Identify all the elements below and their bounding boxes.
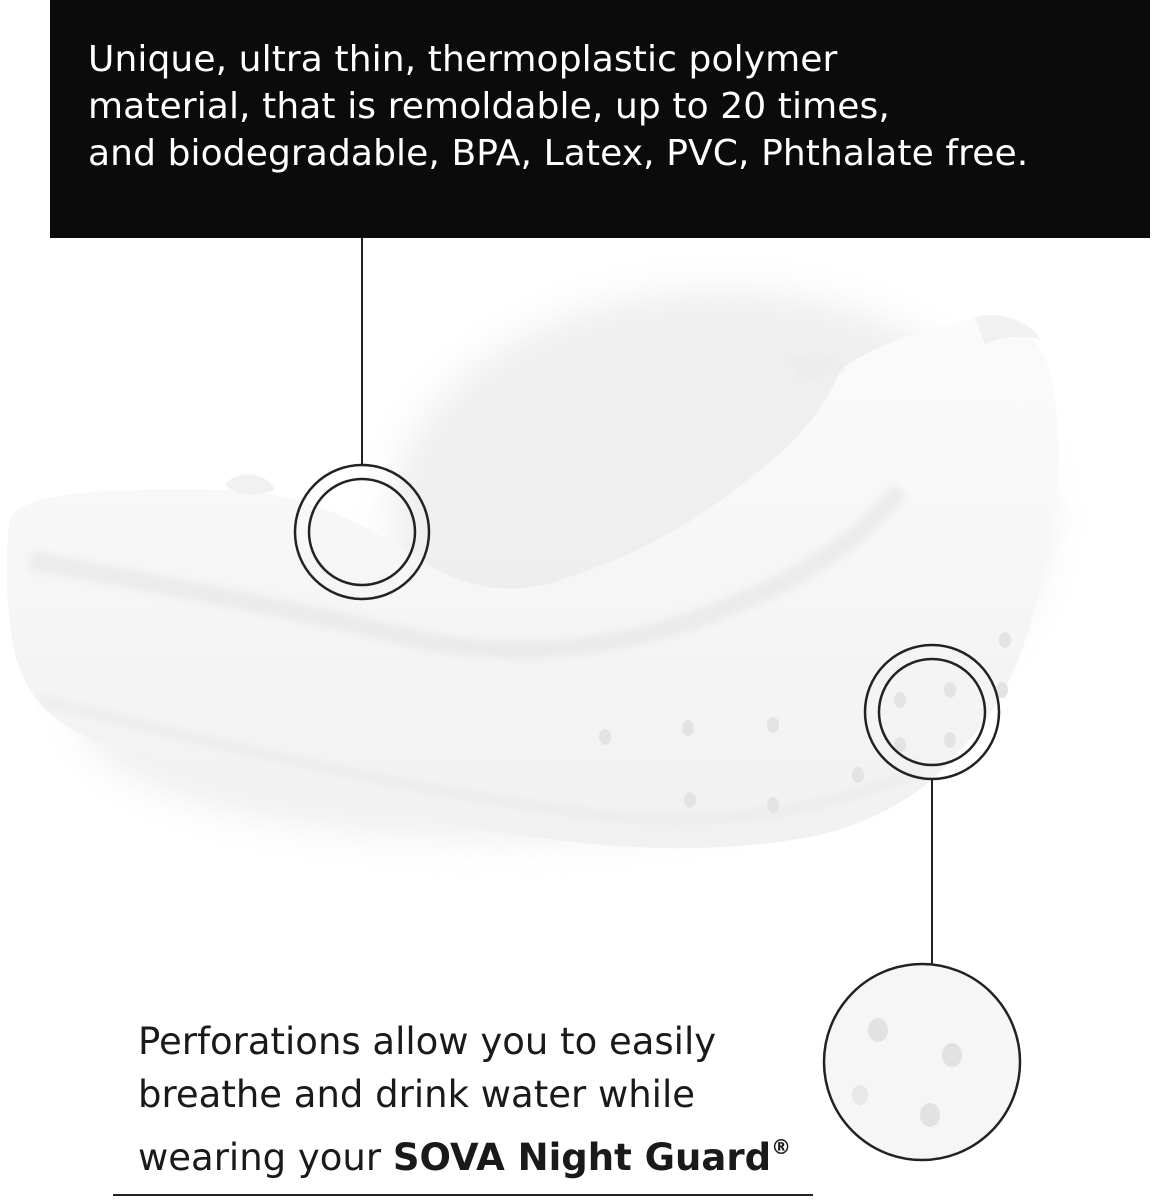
material-description-line: and biodegradable, BPA, Latex, PVC, Phthalate free.: [88, 133, 1029, 174]
perforation-description-line: breathe and drink water while: [138, 1073, 696, 1116]
perforation-description-line: Perforations allow you to easily: [138, 1020, 717, 1063]
perforation-description-line: [138, 1121, 791, 1184]
perforation-description-prefix: wearing your: [138, 1136, 393, 1179]
magnified-perforation-detail: [824, 964, 1020, 1160]
material-description-box: [50, 0, 1150, 238]
perforation-description: [138, 1015, 791, 1184]
material-description-line: material, that is remoldable, up to 20 times,: [88, 86, 890, 127]
bottom-divider: [113, 1194, 813, 1196]
registered-mark: ®: [771, 1135, 792, 1159]
material-description-line: Unique, ultra thin, thermoplastic polymer: [88, 39, 838, 80]
brand-name: SOVA Night Guard: [392, 1136, 772, 1179]
